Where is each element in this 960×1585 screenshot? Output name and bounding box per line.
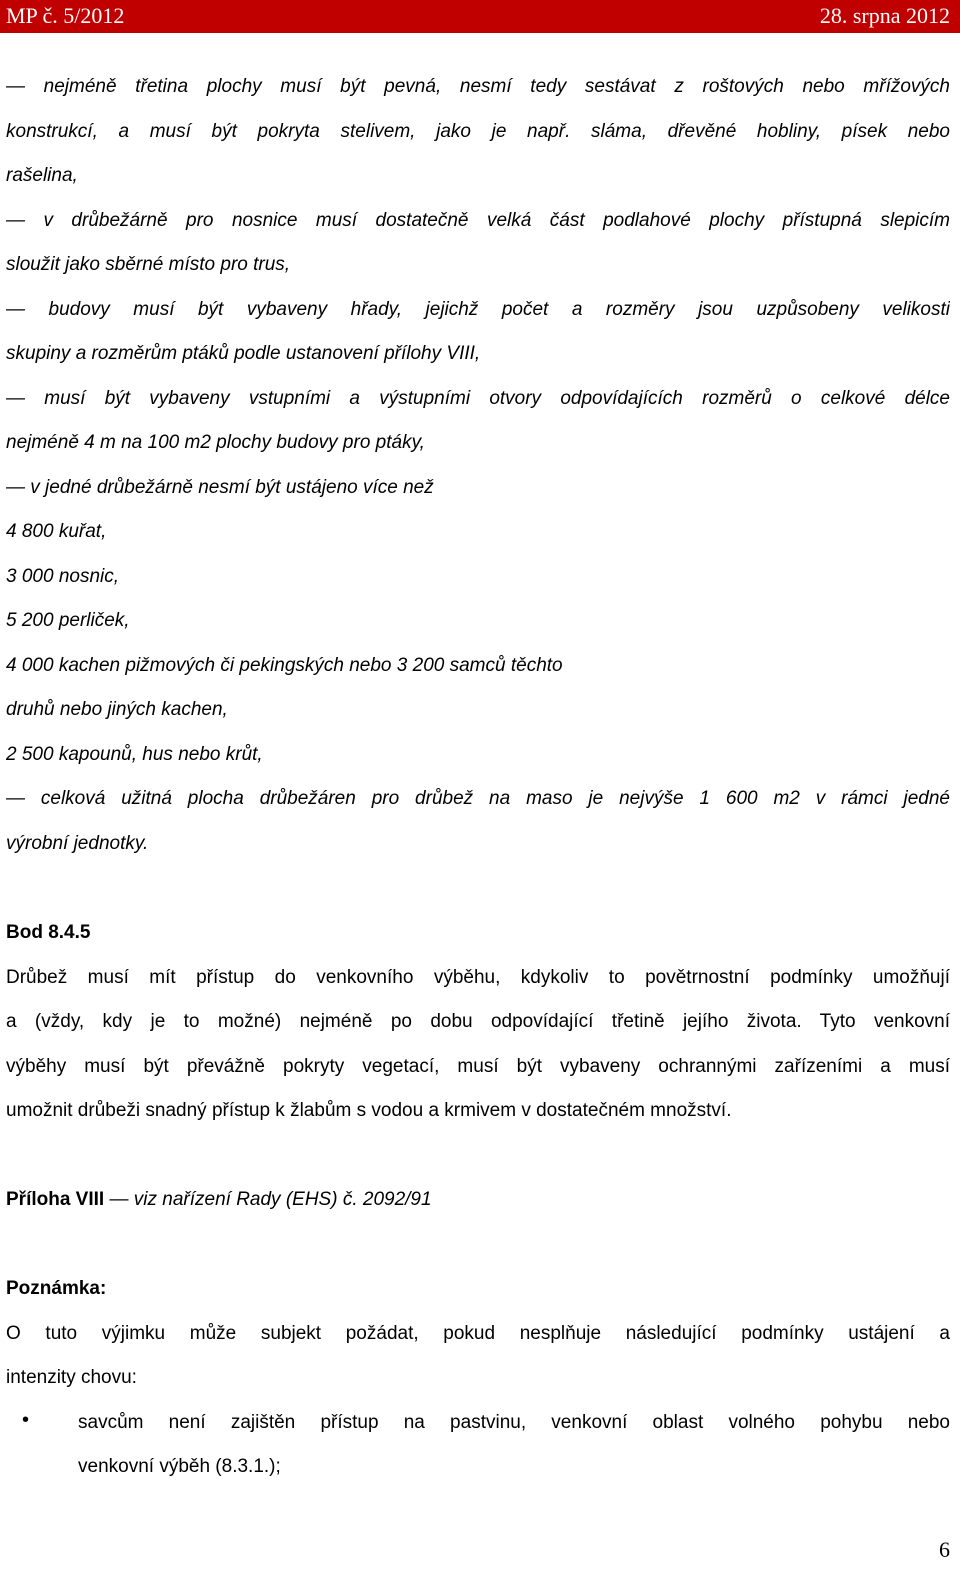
text-line: skupiny a rozměrům ptáků podle ustanovení přílohy VIII, [6, 343, 481, 364]
text-line: 4 000 kachen pižmových či pekingských nebo 3 200 samců těchto [6, 655, 563, 676]
text-line: konstrukcí, a musí být pokryta stelivem, jako je např. sláma, dřevěné hobliny, písek nebo [6, 121, 950, 142]
text-line: nejméně 4 m na 100 m2 plochy budovy pro ptáky, [6, 432, 425, 453]
header-issue: MP č. 5/2012 [6, 3, 125, 28]
text-line: a (vždy, kdy je to možné) nejméně po dobu odpovídající třetině jejího života. Tyto venkovní [6, 1011, 950, 1032]
annex-dash: — [104, 1189, 134, 1210]
text-line: výběhy musí být převážně pokryty vegetací, musí být vybaveny ochrannými zařízeními a musí [6, 1056, 950, 1077]
text-line: rašelina, [6, 165, 78, 186]
text-line: výrobní jednotky. [6, 833, 149, 854]
header-date: 28. srpna 2012 [819, 3, 950, 28]
text-line: — v drůbežárně pro nosnice musí dostatečně velká část podlahové plochy přístupná slepicím [6, 210, 950, 231]
text-line: 5 200 perliček, [6, 610, 130, 631]
text-line: 3 000 nosnic, [6, 566, 120, 587]
page-header [0, 0, 960, 33]
text-line: — v jedné drůbežárně nesmí být ustájeno více než [6, 477, 434, 498]
list-item: savcům není zajištěn přístup na pastvinu, venkovní oblast volného pohybu nebo [78, 1412, 950, 1433]
note-heading: Poznámka: [6, 1278, 107, 1299]
text-line: sloužit jako sběrné místo pro trus, [6, 254, 291, 275]
bullet-icon: • [22, 1409, 30, 1431]
text-line: — nejméně třetina plochy musí být pevná, nesmí tedy sestávat z roštových nebo mřížových [6, 76, 950, 97]
text-line: — celková užitná plocha drůbežáren pro drůbež na maso je nejvýše 1 600 m2 v rámci jedné [6, 788, 950, 809]
text-line: — budovy musí být vybaveny hřady, jejichž počet a rozměry jsou uzpůsobeny velikosti [6, 299, 950, 320]
page-number: 6 [939, 1537, 950, 1562]
annex-line [6, 1187, 950, 1213]
list-item: venkovní výběh (8.3.1.); [78, 1456, 281, 1477]
text-line: 4 800 kuřat, [6, 521, 107, 542]
text-line: — musí být vybaveny vstupními a výstupními otvory odpovídajících rozměrů o celkové délce [6, 388, 950, 409]
annex-text: viz nařízení Rady (EHS) č. 2092/91 [133, 1189, 432, 1210]
section-heading: Bod 8.4.5 [6, 922, 91, 943]
text-line: intenzity chovu: [6, 1367, 137, 1388]
text-line: O tuto výjimku může subjekt požádat, pokud nesplňuje následující podmínky ustájení a [6, 1323, 950, 1344]
text-line: 2 500 kapounů, hus nebo krůt, [6, 744, 263, 765]
text-line: Drůbež musí mít přístup do venkovního výběhu, kdykoliv to povětrnostní podmínky umožňují [6, 967, 950, 988]
text-line: druhů nebo jiných kachen, [6, 699, 228, 720]
text-line: umožnit drůbeži snadný přístup k žlabům s vodou a krmivem v dostatečném množství. [6, 1100, 732, 1121]
annex-label: Příloha VIII [6, 1189, 105, 1210]
